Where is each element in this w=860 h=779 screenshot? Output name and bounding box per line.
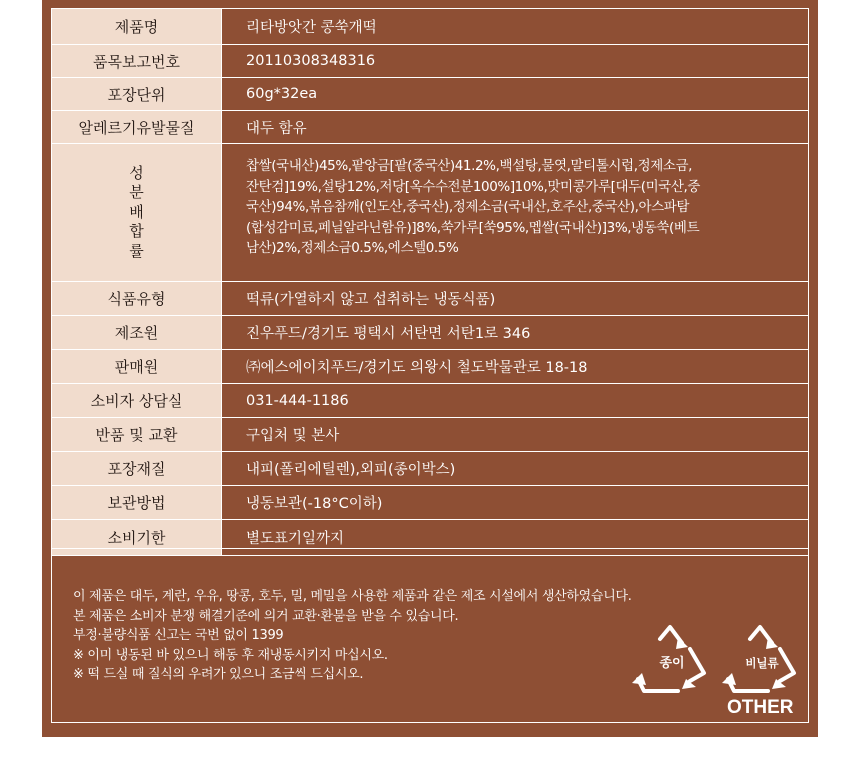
ingredients-line: 국산)94%,볶음참깨(인도산,중국산),정제소금(국내산,호주산,중국산),아스파탐 — [246, 199, 690, 215]
label-seller: 판매원 — [52, 350, 222, 383]
row-package-unit — [52, 78, 808, 111]
ingredients-line: 찹쌀(국내산)45%,팥앙금[팥(중국산)41.2%,백설탕,물엿,말티톨시럽,정제소금, — [246, 158, 693, 174]
label-ingredients-char: 배 — [129, 202, 144, 221]
label-returns: 반품 및 교환 — [52, 418, 222, 451]
value-seller: ㈜에스에이치푸드/경기도 의왕시 철도박물관로 18-18 — [246, 360, 588, 376]
ingredients-line: 잔탄검]19%,설탕12%,저당[옥수수전분100%]10%,맛미콩가루[대두(미국산,중 — [246, 178, 701, 195]
row-report-number — [52, 45, 808, 78]
notes-text — [73, 587, 632, 685]
value-food-type: 떡류(가열하지 않고 섭취하는 냉동식품) — [246, 292, 496, 308]
notes-box — [51, 548, 809, 723]
label-manufacturer: 제조원 — [52, 316, 222, 349]
row-manufacturer — [52, 316, 808, 350]
label-allergens: 알레르기유발물질 — [52, 111, 222, 143]
label-expiry: 소비기한 — [52, 520, 222, 555]
value-allergens: 대두 함유 — [246, 120, 307, 137]
recycle-other-label: OTHER — [727, 697, 794, 718]
label-packaging-material: 포장재질 — [52, 452, 222, 485]
value-manufacturer: 진우푸드/경기도 평택시 서탄면 서탄1로 346 — [246, 326, 531, 342]
label-product-name: 제품명 — [52, 9, 222, 44]
label-storage: 보관방법 — [52, 486, 222, 519]
note-line: 본 제품은 소비자 분쟁 해결기준에 의거 교환·환불을 받을 수 있습니다. — [73, 608, 459, 624]
row-allergens — [52, 111, 808, 144]
label-ingredients — [52, 144, 222, 281]
value-report-number: 20110308348316 — [246, 53, 376, 69]
ingredients-line: 남산)2%,정제소금0.5%,에스텔0.5% — [246, 240, 459, 256]
label-package-unit: 포장단위 — [52, 78, 222, 110]
ingredients-line: (합성감미료,페닐알라닌함유)]8%,쑥가루[쑥95%,멥쌀(국내산)]3%,냉동쑥(베트 — [246, 219, 700, 236]
label-ingredients-char: 률 — [129, 241, 144, 260]
value-package-unit: 60g*32ea — [246, 86, 318, 102]
row-ingredients — [52, 144, 808, 282]
label-ingredients-char: 합 — [129, 222, 144, 241]
row-packaging-material — [52, 452, 808, 486]
value-packaging-material: 내피(폴리에틸렌),외피(종이박스) — [246, 462, 456, 478]
note-line: 이 제품은 대두, 계란, 우유, 땅콩, 호두, 밀, 메밀을 사용한 제품과 같은 제조 시설에서 생산하였습니다. — [73, 589, 632, 604]
value-product-name: 리타방앗간 콩쑥개떡 — [246, 20, 377, 36]
label-report-number: 품목보고번호 — [52, 45, 222, 77]
product-info-panel — [42, 0, 818, 737]
value-returns: 구입처 및 본사 — [246, 428, 340, 444]
value-consumer-center: 031-444-1186 — [246, 392, 349, 409]
recycle-paper-icon — [630, 621, 714, 697]
recycle-paper-label: 종이 — [659, 656, 685, 671]
label-consumer-center: 소비자 상담실 — [52, 384, 222, 417]
value-expiry: 별도표기일까지 — [246, 531, 345, 547]
row-product-name — [52, 9, 808, 45]
note-line: 부정·불량식품 신고는 국번 없이 1399 — [73, 628, 284, 643]
note-line: ※ 이미 냉동된 바 있으니 해동 후 재냉동시키지 마십시오. — [73, 647, 388, 663]
row-food-type — [52, 282, 808, 316]
row-returns — [52, 418, 808, 452]
label-ingredients-char: 성 — [129, 163, 144, 182]
value-storage: 냉동보관(-18°C이하) — [246, 496, 383, 512]
recycle-vinyl-icon — [720, 621, 804, 697]
note-line: ※ 떡 드실 때 질식의 우려가 있으니 조금씩 드십시오. — [73, 667, 364, 682]
row-consumer-center — [52, 384, 808, 418]
recycle-vinyl-label: 비닐류 — [745, 656, 779, 670]
value-ingredients — [222, 144, 808, 281]
product-info-table — [51, 8, 809, 556]
row-storage — [52, 486, 808, 520]
row-seller — [52, 350, 808, 384]
label-ingredients-char: 분 — [129, 183, 144, 202]
label-food-type: 식품유형 — [52, 282, 222, 315]
